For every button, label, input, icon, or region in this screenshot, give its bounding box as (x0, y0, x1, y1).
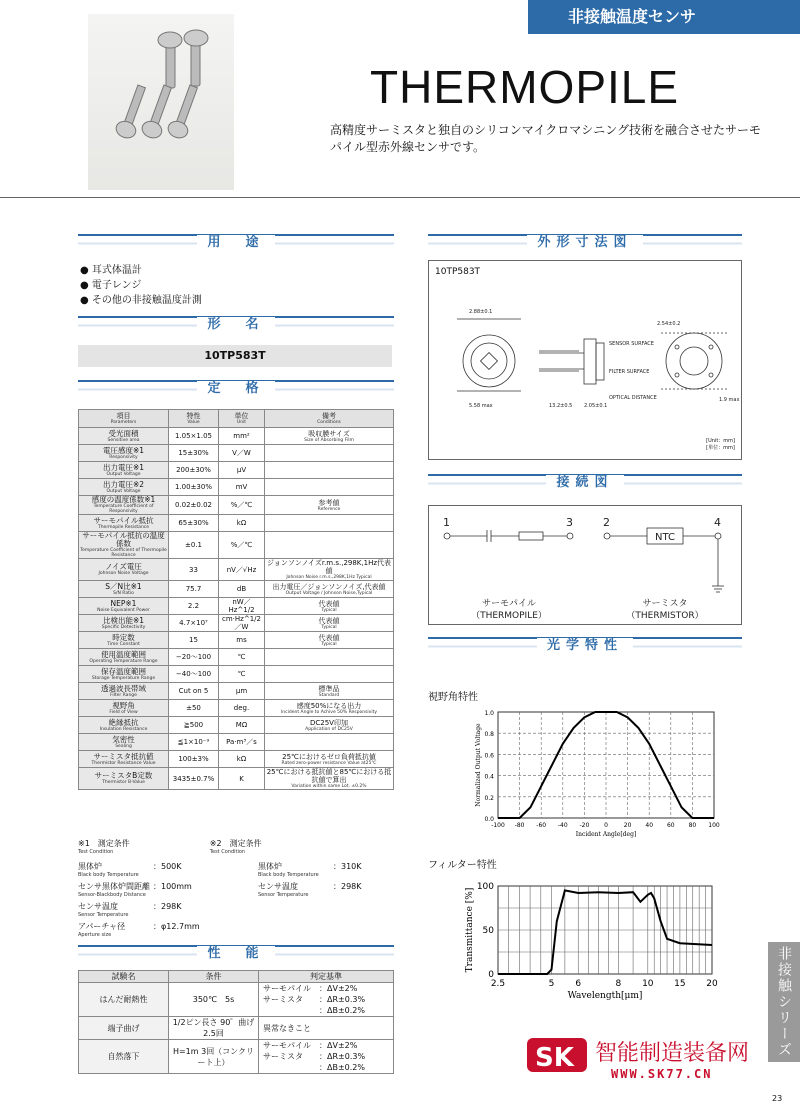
table-row (79, 649, 394, 666)
spec-parameter: S／N比※1 S/N Ratio (79, 581, 169, 598)
note-1-en: Test Condition (78, 849, 114, 855)
y-tick-label: 100 (476, 882, 494, 892)
spec-parameter: ノイズ電圧 Johnson Noise Voltage (79, 559, 169, 581)
spec-condition (265, 666, 394, 683)
table-row (79, 462, 394, 479)
fov-chart (440, 700, 740, 850)
spec-parameter: 受光面積 Sensitive area (79, 428, 169, 445)
x-tick-label: 2.5 (490, 979, 506, 989)
perf-criteria: 異常なきこと (259, 1017, 394, 1040)
spec-parameter: 保存温度範囲 Storage Temperature Range (79, 666, 169, 683)
spec-unit: ℃ (219, 666, 265, 683)
list-item: ● その他の非接触温度計測 (80, 293, 202, 308)
note-item: センサ温度 Sensor Temperature ：298K (78, 902, 182, 918)
x-tick-label: 20 (706, 979, 718, 989)
spec-value: 4.7×10⁷ (169, 615, 219, 632)
test-notes (78, 838, 398, 941)
table-row (79, 428, 394, 445)
product-photo (88, 14, 234, 190)
spec-parameter: 気密性 Sealing (79, 734, 169, 751)
y-tick-label: 0.2 (484, 794, 494, 802)
table-row (79, 559, 394, 581)
side-tab[interactable]: 非接触シリーズ (768, 942, 800, 1062)
perf-test: はんだ耐熱性 (79, 983, 169, 1017)
spec-value: 2.2 (169, 598, 219, 615)
table-row (79, 717, 394, 734)
table-row (79, 479, 394, 496)
spec-condition: 出力電圧／ジョンソンノイズ,代表値 Output Voltage / Johnson Noise,Typical (265, 581, 394, 598)
outline-drawing (428, 260, 742, 460)
section-uses: 用 途 (78, 234, 394, 250)
perf-header: 条件 (169, 971, 259, 983)
x-tick-label: 80 (688, 822, 697, 829)
spec-unit: ℃ (219, 649, 265, 666)
perf-condition: H=1m 3回（コンクリート上） (169, 1040, 259, 1074)
table-row (79, 1017, 394, 1040)
perf-test: 自然落下 (79, 1040, 169, 1074)
table-row (79, 515, 394, 532)
spec-parameter: サーミスタ抵抗値 Thermistor Resistance Value (79, 751, 169, 768)
table-row (79, 496, 394, 515)
spec-unit: μm (219, 683, 265, 700)
svg-text:2.05±0.1: 2.05±0.1 (584, 403, 608, 409)
unit-label: [Unit：mm] (706, 438, 735, 444)
table-row (79, 983, 394, 1017)
table-row (79, 581, 394, 598)
spec-value: ±50 (169, 700, 219, 717)
spec-parameter: 透過波長帯域 Filter Range (79, 683, 169, 700)
perf-header: 判定基準 (259, 971, 394, 983)
optical-distance-label: OPTICAL DISTANCE (609, 395, 657, 401)
model-name: 10TP583T (78, 345, 392, 367)
spec-unit: ms (219, 632, 265, 649)
spec-header: 備考 Conditions (265, 410, 394, 428)
thermopile-label-en: （THERMOPILE） (471, 611, 547, 621)
y-tick-label: 1.0 (484, 710, 494, 717)
spec-condition (265, 734, 394, 751)
spec-unit: K (219, 768, 265, 790)
outline-model: 10TP583T (435, 267, 481, 277)
spec-unit: %／℃ (219, 496, 265, 515)
table-row (79, 768, 394, 790)
spec-condition: 代表値 Typical (265, 615, 394, 632)
x-axis-label: Wavelength[μm] (567, 991, 643, 1001)
y-tick-label: 0.8 (484, 731, 494, 739)
svg-text:5.58 max: 5.58 max (469, 403, 493, 409)
table-row (79, 700, 394, 717)
spec-parameter: 出力電圧※2 Output Voltage (79, 479, 169, 496)
svg-text:1.9 max: 1.9 max (719, 397, 740, 403)
logo-brand: 智能制造装备网 (595, 1041, 750, 1066)
table-row (79, 751, 394, 768)
note-item: センサ温度 Sensor Temperature ：298K (258, 882, 362, 898)
note-item: アパーチャ径 Aperture size ：φ12.7mm (78, 922, 200, 938)
page-title: THERMOPILE (370, 61, 680, 113)
spec-header: 単位 Unit (219, 410, 265, 428)
spec-unit: nW／Hz^1/2 (219, 598, 265, 615)
uses-list (80, 263, 202, 308)
table-row (79, 666, 394, 683)
spec-condition: 標準品 Standard (265, 683, 394, 700)
x-tick-label: 6 (575, 979, 582, 989)
note-item: 黒体炉 Black body Temperature ：310K (258, 862, 362, 878)
spec-unit: MΩ (219, 717, 265, 734)
spec-unit: kΩ (219, 751, 265, 768)
spec-condition (265, 445, 394, 462)
thermistor-label: サーミスタ (642, 599, 688, 609)
spec-value: ≧500 (169, 717, 219, 734)
spec-header: 項目 Parameters (79, 410, 169, 428)
spec-parameter: 使用温度範囲 Operating Temperature Range (79, 649, 169, 666)
x-tick-label: -100 (491, 822, 505, 829)
spec-unit: mm² (219, 428, 265, 445)
spec-condition: 感度50%になる出力 Incident Angle to Achive 50% Responsivity (265, 700, 394, 717)
filter-chart-title: フィルター特性 (428, 860, 497, 871)
spec-unit: kΩ (219, 515, 265, 532)
spec-unit: cm·Hz^1/2／W (219, 615, 265, 632)
section-performance: 性 能 (78, 945, 394, 961)
performance-table (78, 970, 394, 1074)
y-tick-label: 0 (488, 970, 494, 980)
y-tick-label: 0.0 (484, 816, 494, 823)
svg-text:2.54±0.2: 2.54±0.2 (657, 321, 681, 327)
section-connection: 接続図 (428, 474, 742, 490)
fov-chart-title: 視野角特性 (428, 692, 478, 703)
table-row (79, 598, 394, 615)
spec-parameter: 比検出能※1 Specific Detectivity (79, 615, 169, 632)
table-row (79, 445, 394, 462)
thermopile-label: サーモパイル (481, 599, 537, 609)
svg-text:SK: SK (535, 1043, 574, 1073)
y-axis-label: Normalized Output Voltage (475, 723, 482, 807)
x-tick-label: -80 (514, 822, 525, 829)
spec-value: 15±30% (169, 445, 219, 462)
filter-surface-label: FILTER SURFACE (609, 369, 650, 375)
category-banner: 非接触温度センサ (528, 0, 800, 34)
x-tick-label: -40 (557, 822, 568, 829)
spec-value: 3435±0.7% (169, 768, 219, 790)
y-axis-label: Transmittance [%] (465, 887, 475, 973)
spec-condition (265, 479, 394, 496)
spec-value: 100±3% (169, 751, 219, 768)
table-row (79, 615, 394, 632)
pin-2-label: 2 (603, 516, 610, 529)
spec-parameter: 絶縁抵抗 Insulation Resistance (79, 717, 169, 734)
filter-chart (440, 868, 740, 1010)
perf-criteria: サーモパイル ：ΔV±2% サーミスタ ：ΔR±0.3% ：ΔB±0.2% (259, 1040, 394, 1074)
spec-parameter: 視野角 Field of View (79, 700, 169, 717)
table-row (79, 632, 394, 649)
spec-value: ≦1×10⁻⁹ (169, 734, 219, 751)
spec-condition (265, 649, 394, 666)
note-1-label: ※1 測定条件 (78, 839, 130, 848)
section-outline: 外形寸法図 (428, 234, 742, 250)
intro-text: 高精度サーミスタと独自のシリコンマイクロマシニング技術を融合させたサーモパイル型赤外線センサです。 (330, 123, 762, 154)
table-row (79, 1040, 394, 1074)
x-tick-label: 5 (548, 979, 555, 989)
perf-condition: 350℃ 5s (169, 983, 259, 1017)
svg-text:13.2±0.5: 13.2±0.5 (549, 403, 573, 409)
dimension-drawing (429, 261, 741, 459)
connection-diagram (428, 505, 742, 625)
spec-condition: ジョンソンノイズr.m.s.,298K,1Hz代表値 Johnson Noise r.m.s.,298K,1Hz Typical (265, 559, 394, 581)
spec-value: 33 (169, 559, 219, 581)
ntc-label: NTC (655, 532, 675, 543)
spec-condition: 吸収膜サイズ Size of Absorbing Film (265, 428, 394, 445)
spec-value: 15 (169, 632, 219, 649)
section-model: 形 名 (78, 316, 394, 332)
spec-condition: 代表値 Typical (265, 632, 394, 649)
spec-parameter: サーモパイル抵抗 Thermopile Resistance (79, 515, 169, 532)
pin-3-label: 3 (566, 516, 573, 529)
spec-parameter: サーモパイル抵抗の温度係数 Temperature Coefficient of Thermopile Resistance (80, 531, 167, 558)
spec-value: 0.02±0.02 (169, 496, 219, 515)
spec-header: 特性 Value (169, 410, 219, 428)
spec-unit: %／℃ (219, 532, 265, 559)
spec-unit: mV (219, 479, 265, 496)
spec-parameter: 出力電圧※1 Output Voltage (79, 462, 169, 479)
spec-value: 200±30% (169, 462, 219, 479)
spec-unit: μV (219, 462, 265, 479)
x-tick-label: 8 (615, 979, 622, 989)
spec-parameter: 電圧感度※1 Responsivity (79, 445, 169, 462)
spec-condition (265, 515, 394, 532)
note-item: 黒体炉 Black body Temperature ：500K (78, 862, 182, 878)
spec-condition: 25℃における抵抗値と85℃における抵抗値で算出 Variation within same Lot. ±0.2% (265, 768, 394, 790)
table-row (79, 683, 394, 700)
spec-value: 1.00±30% (169, 479, 219, 496)
perf-criteria: サーモパイル ：ΔV±2% サーミスタ ：ΔR±0.3% ：ΔB±0.2% (259, 983, 394, 1017)
x-tick-label: 15 (674, 979, 686, 989)
spec-value: −40〜100 (169, 666, 219, 683)
unit-label-jp: [単位：mm] (706, 445, 735, 451)
spec-parameter: サーミスタB定数 Thermistor B-Value (79, 768, 169, 790)
spec-value: ±0.1 (169, 532, 219, 559)
perf-header: 試験名 (79, 971, 169, 983)
perf-test: 端子曲げ (79, 1017, 169, 1040)
x-tick-label: 40 (645, 822, 654, 829)
note-item: センサ黒体炉間距離 Sensor-Blackbody Distance ：100mm (78, 882, 192, 898)
spec-condition: 25℃におけるゼロ負荷抵抗値 Rated zero-power resistance Value at25℃ (265, 751, 394, 768)
x-tick-label: 100 (708, 822, 720, 829)
divider (0, 197, 800, 198)
spec-value: 75.7 (169, 581, 219, 598)
spec-condition: 参考値 Reference (265, 496, 394, 515)
sensor-surface-label: SENSOR SURFACE (609, 341, 654, 347)
logo-url: WWW.SK77.CN (611, 1067, 713, 1081)
site-logo (527, 1032, 767, 1082)
spec-condition: 代表値 Typical (265, 598, 394, 615)
pin-1-label: 1 (443, 516, 450, 529)
spec-value: Cut on 5 (169, 683, 219, 700)
spec-condition (265, 462, 394, 479)
spec-unit: V／W (219, 445, 265, 462)
x-tick-label: 60 (666, 822, 675, 829)
y-tick-label: 0.4 (484, 773, 494, 781)
svg-text:2.88±0.1: 2.88±0.1 (469, 309, 493, 315)
x-tick-label: 20 (623, 822, 632, 829)
table-row (79, 532, 394, 559)
spec-unit: nV／√Hz (219, 559, 265, 581)
perf-condition: 1/2ピン長さ 90゜曲げ2.5回 (169, 1017, 259, 1040)
spec-condition (265, 532, 394, 559)
list-item: ● 電子レンジ (80, 278, 202, 293)
section-optical: 光学特性 (428, 637, 742, 653)
x-tick-label: -60 (536, 822, 547, 829)
spec-unit: Pa·m³／s (219, 734, 265, 751)
y-tick-label: 50 (482, 926, 494, 936)
x-tick-label: 10 (642, 979, 654, 989)
x-tick-label: -20 (579, 822, 590, 829)
spec-unit: deg. (219, 700, 265, 717)
spec-unit: dB (219, 581, 265, 598)
note-2-en: Test Condition (209, 849, 246, 855)
page-number: 23 (772, 1094, 783, 1103)
thermistor-label-en: （THERMISTOR） (626, 611, 704, 621)
pin-4-label: 4 (714, 516, 721, 529)
spec-condition: DC25V印加 Application of DC25V (265, 717, 394, 734)
table-row (79, 734, 394, 751)
spec-table (78, 409, 394, 790)
spec-value: −20〜100 (169, 649, 219, 666)
spec-value: 65±30% (169, 515, 219, 532)
spec-value: 1.05×1.05 (169, 428, 219, 445)
list-item: ● 耳式体温計 (80, 263, 202, 278)
x-axis-label: Incident Angle[deg] (575, 831, 637, 838)
spec-parameter: 時定数 Time Constant (79, 632, 169, 649)
spec-parameter: 感度の温度係数※1 Temperature Coefficient of Responsivity (79, 496, 169, 515)
note-2-label: ※2 測定条件 (209, 839, 262, 848)
y-tick-label: 0.6 (484, 752, 494, 760)
x-tick-label: 0 (604, 822, 608, 829)
section-specs: 定 格 (78, 380, 394, 396)
spec-parameter: NEP※1 Noise Equivalent Power (79, 598, 169, 615)
